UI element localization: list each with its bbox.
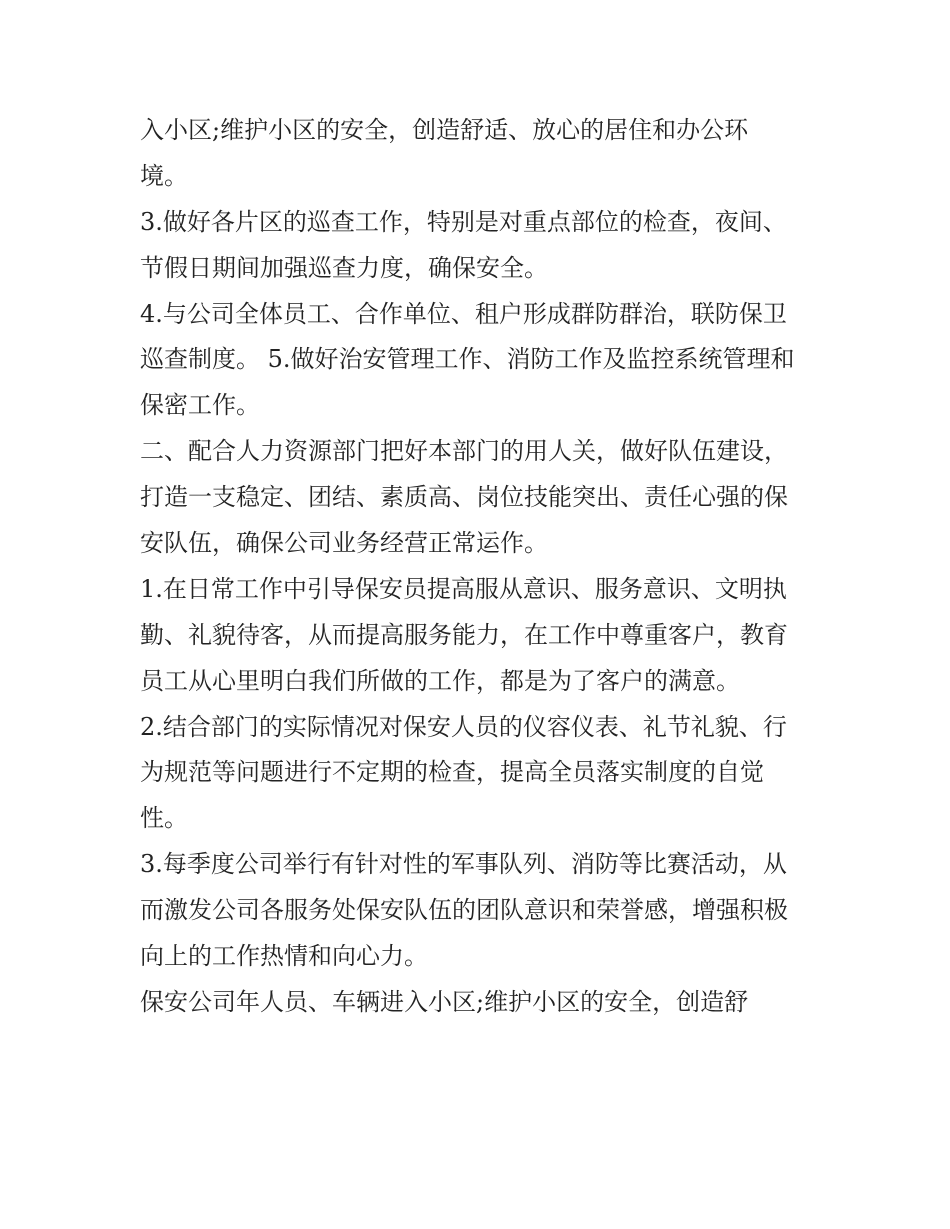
text-line: 保安公司年人员、车辆进入小区;维护小区的安全，创造舒 <box>140 987 749 1016</box>
document-body <box>140 108 820 1026</box>
text-line: 3.做好各片区的巡查工作，特别是对重点部位的检查，夜间、 <box>140 207 787 236</box>
text-line: 入小区;维护小区的安全，创造舒适、放心的居住和办公环 <box>140 116 749 144</box>
text-line: 节假日期间加强巡查力度，确保安全。 <box>140 253 548 282</box>
text-line: 二、配合人力资源部门把好本部门的用人关，做好队伍建设， <box>140 437 788 466</box>
text-line: 而激发公司各服务处保安队伍的团队意识和荣誉感，增强积极 <box>140 896 788 925</box>
text-line: 勤、礼貌待客，从而提高服务能力，在工作中尊重客户，教育 <box>140 620 788 649</box>
text-line: 1.在日常工作中引导保安员提高服从意识、服务意识、文明执 <box>140 574 787 603</box>
text-line: 巡查制度。 5.做好治安管理工作、消防工作及监控系统管理和 <box>140 345 795 374</box>
text-line: 向上的工作热情和向心力。 <box>140 942 428 971</box>
text-line: 境。 <box>140 161 188 190</box>
text-line: 4.与公司全体员工、合作单位、租户形成群防群治，联防保卫 <box>140 299 787 328</box>
text-line: 2.结合部门的实际情况对保安人员的仪容仪表、礼节礼貌、行 <box>140 712 787 741</box>
text-line: 保密工作。 <box>140 391 260 420</box>
text-line: 员工从心里明白我们所做的工作，都是为了客户的满意。 <box>140 666 740 695</box>
text-line: 为规范等问题进行不定期的检查，提高全员落实制度的自觉 <box>140 758 764 787</box>
text-line: 性。 <box>140 804 188 833</box>
text-line: 3.每季度公司举行有针对性的军事队列、消防等比赛活动，从 <box>140 850 787 879</box>
text-line: 安队伍，确保公司业务经营正常运作。 <box>140 529 548 558</box>
text-line: 打造一支稳定、团结、素质高、岗位技能突出、责任心强的保 <box>140 483 788 512</box>
